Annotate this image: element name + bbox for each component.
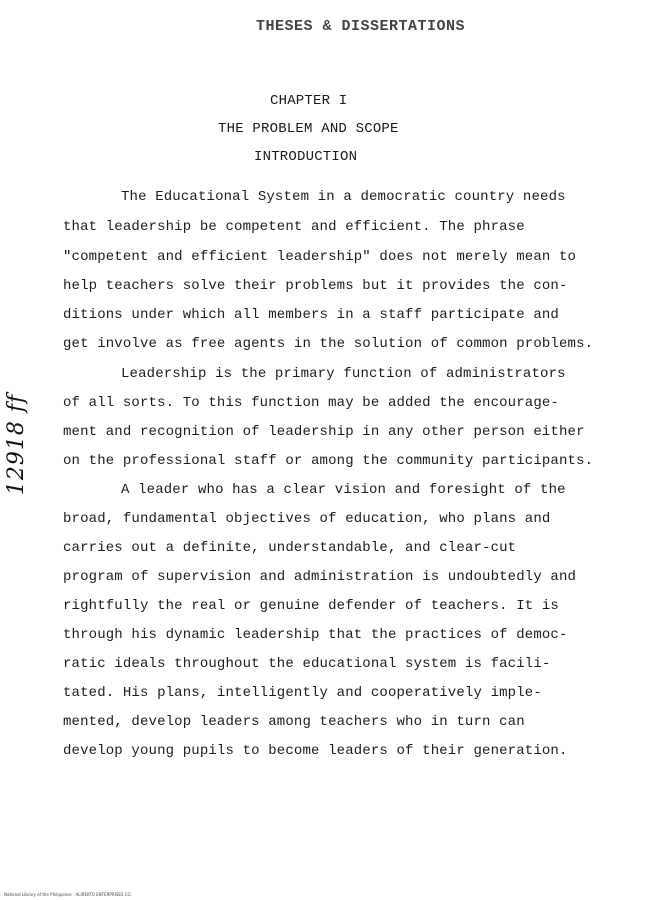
- chapter-heading: CHAPTER I: [270, 93, 348, 109]
- body-line: get involve as free agents in the solution of common problems.: [63, 336, 594, 352]
- body-line: develop young pupils to become leaders of their generation.: [63, 743, 568, 759]
- body-line: that leadership be competent and efficient. The phrase: [63, 219, 525, 235]
- body-line: tated. His plans, intelligently and cooperatively imple-: [63, 685, 542, 701]
- body-line: carries out a definite, understandable, and clear-cut: [63, 540, 517, 556]
- body-line: rightfully the real or genuine defender of teachers. It is: [63, 598, 559, 614]
- body-line: on the professional staff or among the community participants.: [63, 453, 594, 469]
- handwritten-note: [6, 382, 50, 512]
- body-line: through his dynamic leadership that the practices of democ-: [63, 627, 568, 643]
- footer-credit: National Library of the Philippines · ALIREKTO ENTERPRISES CO.: [4, 892, 132, 897]
- body-line: ment and recognition of leadership in any other person either: [63, 424, 585, 440]
- section-heading: INTRODUCTION: [254, 149, 358, 165]
- handwritten-note-text: 12918 ff: [4, 393, 30, 496]
- body-line: The Educational System in a democratic country needs: [121, 189, 566, 205]
- body-line: Leadership is the primary function of administrators: [121, 366, 566, 382]
- body-line: ratic ideals throughout the educational system is facili-: [63, 656, 551, 672]
- body-line: broad, fundamental objectives of education, who plans and: [63, 511, 551, 527]
- body-line: of all sorts. To this function may be added the encourage-: [63, 395, 559, 411]
- body-line: "competent and efficient leadership" does not merely mean to: [63, 249, 577, 265]
- body-line: program of supervision and administration is undoubtedly and: [63, 569, 577, 585]
- body-line: mented, develop leaders among teachers who in turn can: [63, 714, 525, 730]
- body-line: ditions under which all members in a staff participate and: [63, 307, 559, 323]
- archive-stamp: THESES & DISSERTATIONS: [256, 18, 466, 35]
- chapter-title: THE PROBLEM AND SCOPE: [218, 121, 399, 137]
- body-line: help teachers solve their problems but it provides the con-: [63, 278, 568, 294]
- body-line: A leader who has a clear vision and foresight of the: [121, 482, 566, 498]
